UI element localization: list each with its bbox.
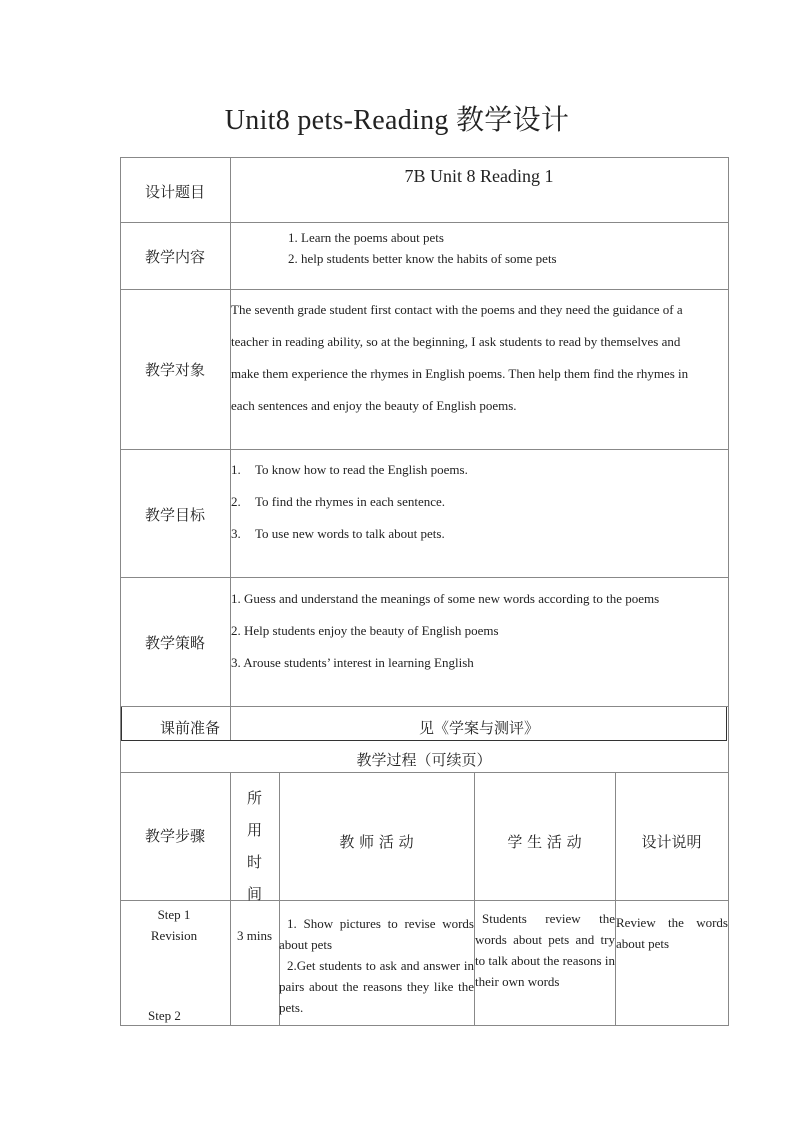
header-notes: 设计说明: [641, 833, 702, 851]
objectives-label: 教学目标: [144, 506, 205, 524]
item-number: 2.: [231, 494, 241, 509]
list-item: 2. Help students enjoy the beauty of English poems: [231, 623, 499, 638]
step1-name: [120, 904, 228, 946]
step1-notes: Review the words about pets: [616, 915, 728, 951]
step-label: Step 1: [157, 907, 191, 922]
content-label: 教学内容: [144, 248, 205, 266]
topic-label-text: 设计题目: [144, 183, 205, 201]
header-student: 学 生 活 动: [507, 833, 582, 851]
paragraph-line: each sentences and enjoy the beauty of English poems.: [231, 398, 517, 413]
grid-line: [120, 772, 729, 773]
activity-item: 2.Get students to ask and answer in pairs about the reasons they like the pets.: [279, 958, 474, 1015]
list-item: [231, 518, 728, 550]
paragraph-line: teacher in reading ability, so at the beginning, I ask students to read by themselves and: [231, 334, 681, 349]
grid-line: [120, 449, 729, 450]
audience-label: 教学对象: [144, 361, 205, 379]
grid-line: [728, 157, 729, 1025]
item-text: To use new words to talk about pets.: [255, 526, 445, 541]
list-item: [231, 454, 728, 486]
page-title: Unit8 pets-Reading 教学设计: [224, 105, 570, 136]
objectives-list: [231, 454, 728, 550]
topic-label: [120, 181, 230, 202]
process-title: 教学过程（可续页）: [356, 751, 492, 769]
prep-value: 见《学案与测评》: [418, 719, 539, 737]
item-text: To know how to read the English poems.: [255, 462, 468, 477]
step2-name: Step 2: [148, 1008, 181, 1023]
step1-time: 3 mins: [236, 928, 273, 943]
header-time: [230, 782, 279, 910]
grid-line: [120, 1025, 729, 1026]
grid-line: [120, 157, 729, 158]
grid-line: [120, 289, 729, 290]
activity-item: 1. Show pictures to revise words about pets: [279, 916, 474, 952]
step-label: Revision: [150, 928, 198, 943]
header-steps: 教学步骤: [144, 827, 205, 845]
list-item: 1. Guess and understand the meanings of some new words according to the poems: [231, 591, 660, 606]
header-time-char: 间: [246, 885, 262, 903]
grid-line: [120, 577, 729, 578]
list-item: 2. help students better know the habits of some pets: [288, 251, 557, 266]
item-number: 3.: [231, 526, 241, 541]
paragraph-line: make them experience the rhymes in English poems. Then help them find the rhymes in: [231, 366, 689, 381]
item-number: 1.: [231, 462, 241, 477]
header-teacher: 教 师 活 动: [339, 833, 414, 851]
grid-line: [120, 900, 729, 901]
list-item: [231, 486, 728, 518]
grid-line: [120, 157, 121, 1025]
content-list: [288, 230, 718, 267]
item-text: To find the rhymes in each sentence.: [255, 494, 446, 509]
strategy-label: 教学策略: [144, 634, 205, 652]
audience-text: [231, 294, 728, 422]
grid-line: [120, 222, 729, 223]
header-time-char: 时: [246, 853, 262, 871]
grid-line: [120, 740, 727, 741]
grid-line: [120, 706, 729, 707]
prep-label: 课前准备: [160, 719, 221, 737]
step1-teacher: [279, 913, 474, 1018]
grid-line: [615, 772, 616, 1025]
step1-student: Students review the words about pets and try to talk about the reasons in their own words: [475, 911, 615, 989]
paragraph-line: The seventh grade student first contact with the poems and they need the guidance of a: [231, 302, 683, 317]
list-item: 1. Learn the poems about pets: [288, 230, 444, 245]
header-time-char: 用: [246, 821, 262, 839]
strategy-list: [231, 583, 728, 679]
list-item: 3. Arouse students’ interest in learning English: [231, 655, 474, 670]
topic-value: 7B Unit 8 Reading 1: [404, 166, 554, 186]
grid-line: [121, 707, 122, 740]
header-time-char: 所: [246, 789, 262, 807]
